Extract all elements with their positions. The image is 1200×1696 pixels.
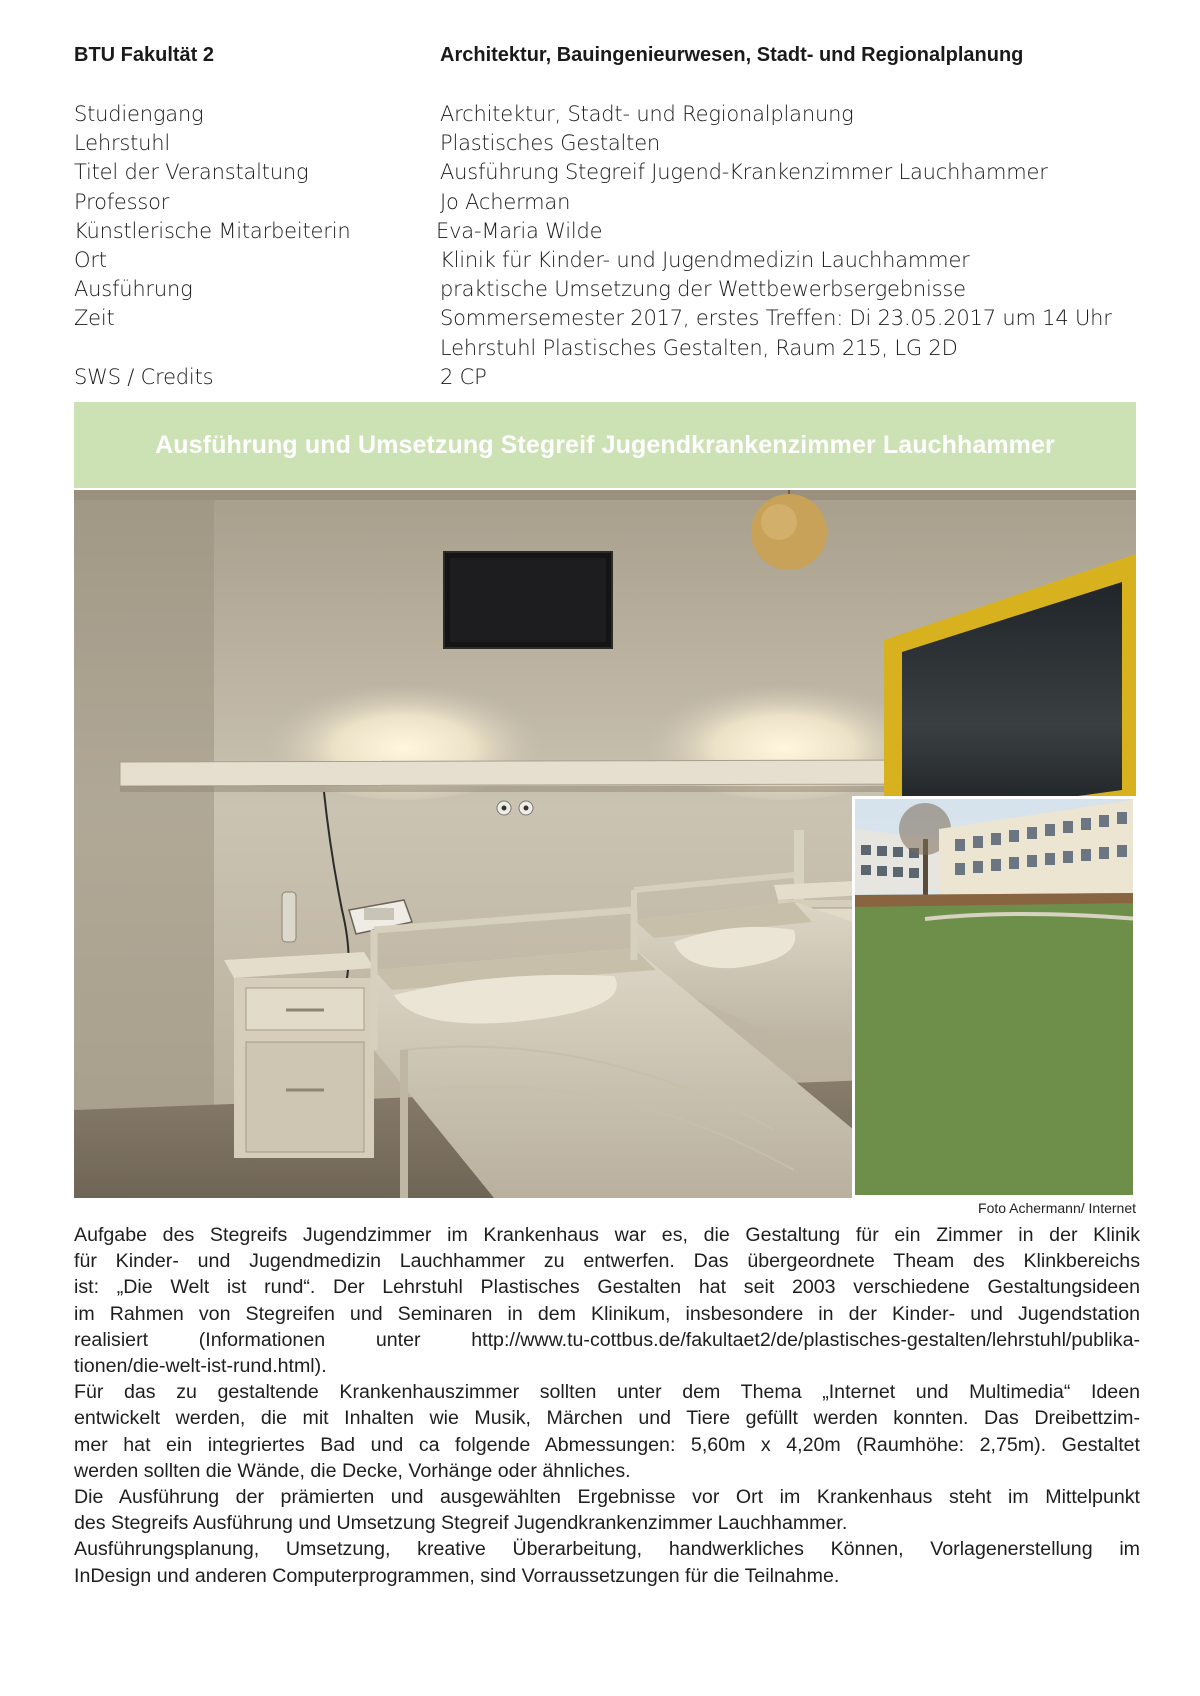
course-info-table (74, 100, 1140, 392)
info-label: Künstlerische Mitarbeiterin (74, 218, 351, 243)
info-row-execution (74, 275, 1140, 304)
body-line: entwickelt werden, die mit Inhalten wie Musik, Märchen und Tiere gefüllt werden konnten. Das Dreibettzim- (74, 1407, 1140, 1430)
info-value: praktische Umsetzung der Wettbewerbsergebnisse (440, 277, 966, 302)
document-header (74, 44, 1140, 72)
info-label: Titel der Veranstaltung (74, 160, 309, 185)
body-line: realisiert (Informationen unter http://www.tu-cottbus.de/fakultaet2/de/plastisches-gestalten/lehrstuhl/publika- (74, 1328, 1140, 1351)
inset-frame (852, 796, 1136, 1198)
info-row-room (74, 334, 1140, 363)
info-label: Studiengang (74, 102, 204, 126)
body-line: werden sollten die Wände, die Decke, Vorhänge oder ähnliches. (74, 1459, 631, 1482)
info-label: Zeit (74, 306, 115, 331)
info-value: Jo Acherman (440, 189, 571, 214)
faculty-name: BTU Fakultät 2 (74, 44, 215, 66)
body-line: Die Ausführung der prämierten und ausgewählten Ergebnisse vor Ort im Krankenhaus steht im Mittelpunkt (74, 1486, 1140, 1509)
info-row-time (74, 304, 1140, 333)
info-value: 2 CP (440, 364, 487, 389)
body-line: InDesign und anderen Computerprogrammen, sind Vorraussetzungen für die Teilnahme. (74, 1564, 840, 1587)
info-value: Lehrstuhl Plastisches Gestalten, Raum 215, LG 2D (440, 335, 958, 360)
hospital-room-photo (74, 490, 1136, 1198)
info-label: Ort (74, 247, 107, 272)
info-row-location (74, 246, 1140, 275)
body-line: Für das zu gestaltende Krankenhauszimmer sollten unter dem Thema „Internet und Multimedia“ Ideen (74, 1381, 1140, 1404)
info-value: Ausführung Stegreif Jugend-Krankenzimmer Lauchhammer (440, 160, 1048, 185)
photo-caption: Foto Achermann/ Internet (978, 1200, 1136, 1216)
info-value: Klinik für Kinder- und Jugendmedizin Lauchhammer (440, 247, 970, 272)
clinic-exterior-photo (852, 796, 1136, 1198)
info-value: Eva-Maria Wilde (436, 218, 603, 243)
info-row-credits (74, 363, 1140, 392)
info-row-program (74, 100, 1140, 129)
department-name: Architektur, Bauingenieurwesen, Stadt- und Regionalplanung (440, 44, 1024, 66)
info-value: Plastisches Gestalten (440, 131, 661, 156)
banner-title: Ausführung und Umsetzung Stegreif Jugendkrankenzimmer Lauchhammer (155, 430, 1055, 459)
title-banner (74, 402, 1136, 488)
description-text (74, 1222, 1140, 1589)
info-row-assistant (74, 217, 1140, 246)
info-label: Ausführung (74, 277, 193, 302)
info-row-course-title (74, 158, 1140, 187)
body-line: tionen/die-welt-ist-rund.html). (74, 1355, 327, 1378)
body-line: im Rahmen von Stegreifen und Seminaren in dem Klinikum, insbesondere in der Kinder- und Jugendstation (74, 1302, 1140, 1325)
info-label: SWS / Credits (74, 364, 214, 389)
info-label: Professor (74, 189, 170, 214)
body-line: für Kinder- und Jugendmedizin Lauchhammer zu entwerfen. Das übergeordnete Theam des Klinkbereichs (74, 1250, 1140, 1273)
body-line: ist: „Die Welt ist rund“. Der Lehrstuhl Plastisches Gestalten hat seit 2003 verschiedene Gestaltungsideen (74, 1276, 1140, 1299)
info-value: Sommersemester 2017, erstes Treffen: Di 23.05.2017 um 14 Uhr (440, 306, 1112, 331)
info-row-chair (74, 129, 1140, 158)
info-value: Architektur, Stadt- und Regionalplanung (440, 102, 854, 126)
body-line: mer hat ein integriertes Bad und ca folgende Abmessungen: 5,60m x 4,20m (Raumhöhe: 2,75m). Gestaltet (74, 1433, 1140, 1456)
body-line: Aufgabe des Stegreifs Jugendzimmer im Krankenhaus war es, die Gestaltung für ein Zimmer in der Klinik (74, 1224, 1140, 1246)
info-label: Lehrstuhl (74, 131, 171, 156)
body-line: des Stegreifs Ausführung und Umsetzung Stegreif Jugendkrankenzimmer Lauchhammer. (74, 1512, 848, 1535)
info-row-professor (74, 188, 1140, 217)
body-line: Ausführungsplanung, Umsetzung, kreative Überarbeitung, handwerkliches Können, Vorlagenerstellung im (74, 1538, 1140, 1561)
clinic-building-illustration (855, 799, 1136, 1198)
